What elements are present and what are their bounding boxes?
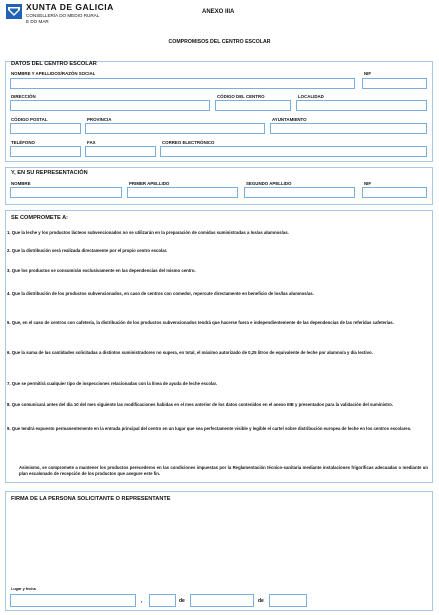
nif-field[interactable]	[362, 78, 427, 89]
commitment-item-4: 4. Que la distribución de los productos subvencionados, en caso de centros con comedor, repercute directamente en beneficio de los/las alumnos/as.	[7, 291, 314, 296]
email-field[interactable]	[160, 146, 427, 157]
org-subtitle-line1: CONSELLERÍA DO MEDIO RURAL	[26, 13, 100, 18]
commitment-item-2: 2. Que la distribución será realizada directamente por el propio centro escolar.	[7, 248, 168, 253]
school-code-label: CÓDIGO DEL CENTRO	[217, 94, 265, 99]
commitment-item-7: 7. Que se permitirá cualquier tipo de inspecciones relacionadas con la línea de ayuda de leche escolar.	[7, 381, 218, 386]
xunta-logo-icon	[6, 4, 22, 19]
phone-field[interactable]	[10, 146, 81, 157]
document-title: COMPROMISOS DEL CENTRO ESCOLAR	[168, 39, 271, 45]
rep-nif-field[interactable]	[362, 187, 427, 198]
postal-code-label: CÓDIGO POSTAL	[11, 117, 48, 122]
email-label: CORREO ELECTRÓNICO	[162, 140, 215, 145]
signature-section	[5, 491, 433, 611]
commitment-closing: Asimismo, se compromete a mantener los productos perecederos en las condiciones impuestas por la Reglamentación técnico-sanitaria mediante instalaciones frigoríficas adecuadas o mediante un plan escalonado de recepción de los productos que asegure este fin.	[19, 465, 428, 477]
rep-surname2-label: SEGUNDO APELLIDO	[246, 181, 292, 186]
year-field[interactable]	[269, 594, 307, 607]
rep-name-field[interactable]	[10, 187, 122, 198]
de-separator-1: de	[179, 598, 185, 604]
commitment-item-1: 1. Que la leche y los productos lácteos subvencionados no se utilizarán en la preparación de comidas suministradas a los/as alumnos/as.	[7, 230, 289, 235]
school-data-title: DATOS DEL CENTRO ESCOLAR	[11, 61, 97, 67]
locality-field[interactable]	[296, 100, 427, 111]
rep-surname1-label: PRIMER APELLIDO	[129, 181, 170, 186]
postal-code-field[interactable]	[10, 123, 81, 134]
council-label: AYUNTAMIENTO	[272, 117, 307, 122]
place-field[interactable]	[10, 594, 136, 607]
month-field[interactable]	[190, 594, 254, 607]
org-name: XUNTA DE GALICIA	[26, 2, 114, 12]
name-label: NOMBRE Y APELLIDOS/RAZÓN SOCIAL	[11, 71, 96, 76]
address-field[interactable]	[10, 100, 210, 111]
commitment-item-5: 5. Que, en el caso de centros con cafetería, la distribución de los productos subvencionados tendrá que hacerse fuera e independientemente de las dependencias de las referidas cafeterías.	[7, 320, 394, 325]
comma-separator: ,	[141, 598, 143, 604]
commitment-item-3: 3. Que los productos se consumirán exclusivamente en las dependencias del mismo centro.	[7, 268, 196, 273]
name-field[interactable]	[10, 78, 355, 89]
commitments-title: SE COMPROMETE A:	[11, 215, 68, 221]
council-field[interactable]	[270, 123, 427, 134]
commitment-item-9: 9. Que tendrá expuesto permanentemente en la entrada principal del centro en un lugar que sea perfectamente visible y legible el cartel sobre distribución europea de leche en los centros escolares.	[7, 426, 412, 431]
rep-nif-label: NIF	[364, 181, 372, 186]
org-subtitle	[26, 13, 99, 24]
rep-surname1-field[interactable]	[127, 187, 238, 198]
rep-name-label: NOMBRE	[11, 181, 31, 186]
fax-label: FAX	[87, 140, 96, 145]
province-label: PROVINCIA	[87, 117, 112, 122]
day-field[interactable]	[149, 594, 176, 607]
annex-label: ANEXO IIIA	[202, 9, 235, 15]
phone-label: TELÉFONO	[11, 140, 35, 145]
locality-label: LOCALIDAD	[298, 94, 324, 99]
representative-title: Y, EN SU REPRESENTACIÓN	[11, 170, 88, 176]
de-separator-2: de	[258, 598, 264, 604]
signature-title: FIRMA DE LA PERSONA SOLICITANTE O REPRESENTANTE	[11, 496, 171, 502]
address-label: DIRECCIÓN	[11, 94, 36, 99]
org-subtitle-line2: E DO MAR	[26, 18, 49, 24]
place-date-label: Lugar y fecha	[11, 587, 36, 591]
nif-label: NIF	[364, 71, 372, 76]
commitment-item-6: 6. Que la suma de las cantidades solicitadas a distintos suministradores no supera, en total, el máximo autorizado de 0,25 litros de equivalente de leche por alumno/a y día lectivo.	[7, 350, 373, 355]
fax-field[interactable]	[85, 146, 156, 157]
commitment-item-8: 8. Que comunicará antes del día 10 del mes siguiente las modificaciones habidas en el mes anterior de los datos contenidos en el anexo IIIB y presentados para la validación del suministro.	[7, 402, 394, 407]
rep-surname2-field[interactable]	[244, 187, 355, 198]
school-code-field[interactable]	[215, 100, 291, 111]
province-field[interactable]	[85, 123, 265, 134]
